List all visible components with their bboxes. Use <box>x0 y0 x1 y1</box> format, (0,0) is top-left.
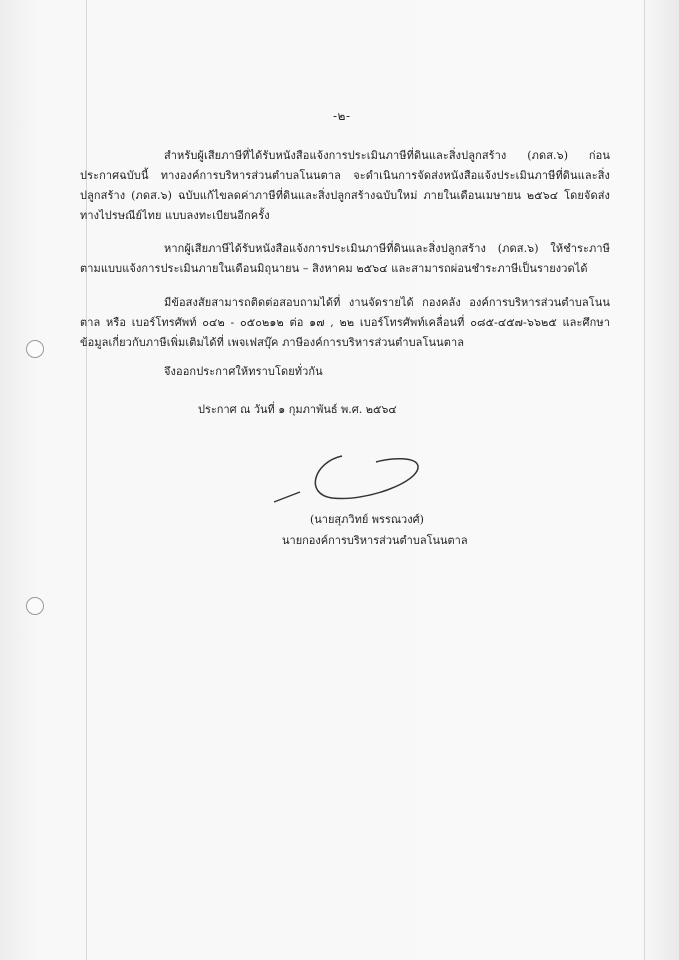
paragraph-reissue-notice: สำหรับผู้เสียภาษีที่ได้รับหนังสือแจ้งการประเมินภาษีที่ดินและสิ่งปลูกสร้าง (ภดส.๖) ก่อนประกาศฉบับนี้ ทางองค์การบริหารส่วนตำบลโนนตาล จะดำเนินการจัดส่งหนังสือแจ้งประเมินภาษีที่ดินและสิ่งปลูกสร้าง (ภดส.๖) ฉบับแก้ไขลดค่าภาษีที่ดินและสิ่งปลูกสร้างฉบับใหม่ ภายในเดือนเมษายน ๒๕๖๔ โดยจัดส่งทางไปรษณีย์ไทย แบบลงทะเบียนอีกครั้ง <box>80 149 610 222</box>
announcement-date: ประกาศ ณ วันที่ ๑ กุมภาพันธ์ พ.ศ. ๒๕๖๔ <box>198 403 397 416</box>
paragraph-closing: จึงออกประกาศให้ทราบโดยทั่วกัน <box>164 365 323 378</box>
signatory-title: นายกองค์การบริหารส่วนตำบลโนนตาล <box>282 534 468 547</box>
scan-edge-left <box>86 0 87 960</box>
signatory-name: (นายสุภวิทย์ พรรณวงศ์) <box>310 513 424 526</box>
paragraph-payment-period: หากผู้เสียภาษีได้รับหนังสือแจ้งการประเมินภาษีที่ดินและสิ่งปลูกสร้าง (ภดส.๖) ให้ชำระภาษีตามแบบแจ้งการประเมินภายในเดือนมิถุนายน – สิงหาคม ๒๕๖๔ และสามารถผ่อนชำระภาษีเป็นรายงวดได้ <box>80 242 610 275</box>
punch-hole-bottom <box>26 597 44 615</box>
handwritten-signature <box>270 448 440 508</box>
paragraph-contact-info: มีข้อสงสัยสามารถติดต่อสอบถามได้ที่ งานจัดรายได้ กองคลัง องค์การบริหารส่วนตำบลโนนตาล หรือ เบอร์โทรศัพท์ ๐๔๒ - ๐๕๐๒๑๒ ต่อ ๑๗ , ๒๒ เบอร์โทรศัพท์เคลื่อนที่ ๐๘๕-๔๕๗-๖๖๒๕ และศึกษาข้อมูลเกี่ยวกับภาษีเพิ่มเติมได้ที่ เพจเฟสบุ๊ค ภาษีองค์การบริหารส่วนตำบลโนนตาล <box>80 296 610 349</box>
punch-hole-top <box>26 340 44 358</box>
scan-edge-right <box>644 0 645 960</box>
page-number: -๒- <box>333 109 351 123</box>
